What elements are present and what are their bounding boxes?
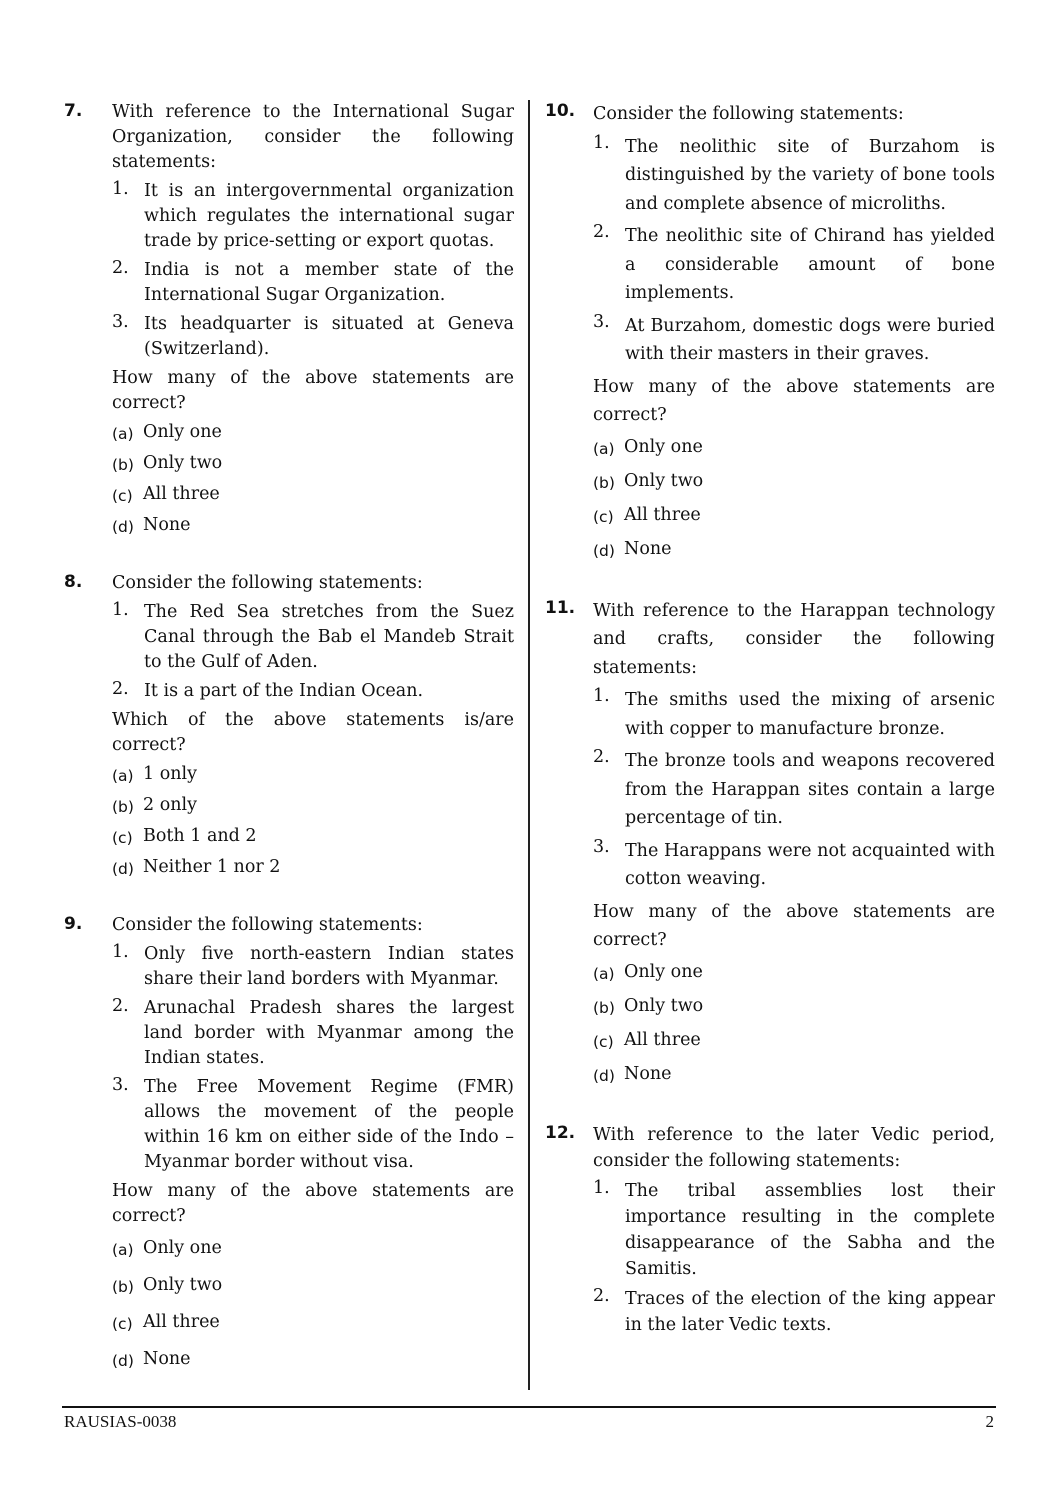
statement-text: The smiths used the mixing of arsenic with copper to manufacture bronze. (625, 690, 995, 739)
option-text: None (624, 538, 672, 559)
question-intro: With reference to the International Sugar Organization, consider the following statements: (112, 102, 514, 172)
statement-number: 1. (112, 600, 129, 620)
statement-text: Only five north-eastern Indian states share their land borders with Myanmar. (144, 944, 514, 989)
statement (112, 1075, 514, 1175)
answer-option (112, 854, 514, 882)
answer-option (112, 481, 514, 509)
statement-number: 1. (112, 942, 129, 962)
option-label: (a) (593, 439, 615, 458)
question-body (593, 100, 995, 566)
option-label: (a) (112, 425, 134, 443)
question-10 (545, 100, 995, 566)
question-12 (545, 1122, 995, 1338)
statement-text: The Harappans were not acquainted with cotton weaving. (625, 840, 995, 889)
statement-number: 2. (593, 747, 610, 767)
statement (593, 222, 995, 308)
right-column (545, 100, 995, 1338)
option-text: None (143, 1349, 191, 1369)
question-intro: Consider the following statements: (593, 104, 904, 124)
option-text: Only one (624, 961, 703, 982)
question-number: 10. (545, 101, 576, 121)
statement (593, 312, 995, 369)
statement-number: 1. (593, 686, 610, 706)
document-code: RAUSIAS-0038 (64, 1412, 177, 1431)
left-column (64, 100, 514, 1377)
question-intro: Consider the following statements: (112, 573, 423, 593)
statement (593, 747, 995, 833)
option-text: All three (624, 504, 701, 525)
statement (112, 942, 514, 992)
option-label: (c) (112, 829, 133, 847)
statement (593, 686, 995, 743)
option-label: (b) (112, 456, 134, 474)
answer-option (112, 1269, 514, 1303)
question-intro: With reference to the Harappan technology and crafts, consider the following statements: (593, 600, 995, 678)
option-label: (a) (112, 767, 134, 785)
answer-option (112, 512, 514, 540)
option-label: (d) (593, 1066, 615, 1085)
statement (112, 996, 514, 1071)
answer-option (593, 501, 995, 532)
column-divider (528, 100, 530, 1390)
statement (593, 133, 995, 219)
footer-rule (62, 1406, 996, 1408)
answer-option (112, 823, 514, 851)
question-number: 7. (64, 101, 83, 121)
question-body (593, 1122, 995, 1338)
option-label: (c) (593, 507, 614, 526)
statement (112, 179, 514, 254)
option-label: (c) (593, 1032, 614, 1051)
statement-number: 2. (112, 996, 129, 1016)
option-label: (d) (112, 518, 134, 536)
question-number: 12. (545, 1122, 576, 1143)
statement-text: The neolithic site of Burzahom is distinguished by the variety of bone tools and complete absence of microliths. (625, 136, 995, 214)
statement (112, 600, 514, 675)
statement (593, 1286, 995, 1338)
statement (593, 837, 995, 894)
question-intro: With reference to the later Vedic period, consider the following statements: (593, 1124, 995, 1171)
question-number: 8. (64, 572, 83, 592)
option-text: Only one (143, 1238, 222, 1258)
option-text: All three (624, 1029, 701, 1050)
question-number: 9. (64, 914, 83, 934)
answer-option (593, 433, 995, 464)
option-text: None (143, 515, 191, 535)
statement-text: It is an intergovernmental organization which regulates the international sugar trade by price-setting or export quotas. (144, 181, 514, 251)
question-body (112, 100, 514, 540)
option-label: (b) (593, 998, 615, 1017)
question-prompt: Which of the above statements is/are correct? (112, 710, 514, 755)
question-11 (545, 597, 995, 1091)
question-prompt: How many of the above statements are correct? (593, 901, 995, 950)
option-text: 1 only (143, 764, 197, 784)
answer-option (593, 535, 995, 566)
option-label: (b) (112, 798, 134, 816)
question-9 (64, 913, 514, 1377)
statement-number: 2. (593, 222, 610, 242)
statement-number: 3. (112, 1075, 129, 1095)
option-text: Neither 1 nor 2 (143, 857, 281, 877)
option-label: (c) (112, 1315, 133, 1333)
question-prompt: How many of the above statements are correct? (112, 368, 514, 413)
option-text: None (624, 1063, 672, 1084)
statement-text: At Burzahom, domestic dogs were buried with their masters in their graves. (625, 315, 995, 364)
answer-option (112, 419, 514, 447)
option-label: (d) (593, 541, 615, 560)
statement (112, 258, 514, 308)
answer-option (593, 992, 995, 1023)
answer-option (112, 792, 514, 820)
statement-text: India is not a member state of the International Sugar Organization. (144, 260, 514, 305)
question-prompt: How many of the above statements are correct? (593, 376, 995, 425)
question-7 (64, 100, 514, 540)
question-intro: Consider the following statements: (112, 915, 423, 935)
option-text: Only one (624, 436, 703, 457)
question-body (112, 571, 514, 882)
statement-text: The tribal assemblies lost their importance resulting in the complete disappearance of the Sabha and the Samitis. (625, 1180, 995, 1279)
statement-text: The Free Movement Regime (FMR) allows the movement of the people within 16 km on either side of the Indo – Myanmar border without visa. (144, 1077, 514, 1172)
answer-option (593, 958, 995, 989)
statement-text: Arunachal Pradesh shares the largest land border with Myanmar among the Indian states. (144, 998, 514, 1068)
answer-option (112, 1306, 514, 1340)
option-text: Only two (624, 995, 704, 1016)
question-prompt: How many of the above statements are correct? (112, 1181, 514, 1226)
question-number: 11. (545, 597, 576, 618)
statement-number: 1. (593, 1177, 610, 1198)
answer-option (593, 1026, 995, 1057)
answer-option (112, 761, 514, 789)
option-text: Only two (143, 453, 223, 473)
option-label: (b) (593, 473, 615, 492)
option-text: Both 1 and 2 (143, 826, 257, 846)
option-label: (a) (112, 1241, 134, 1259)
option-text: Only two (624, 470, 704, 491)
statement-text: The bronze tools and weapons recovered from the Harappan sites contain a large percentage of tin. (625, 751, 995, 828)
answer-option (593, 467, 995, 498)
option-label: (d) (112, 1352, 134, 1370)
question-body (593, 597, 995, 1091)
answer-option (112, 450, 514, 478)
option-text: All three (143, 484, 220, 504)
option-label: (d) (112, 860, 134, 878)
option-text: All three (143, 1312, 220, 1332)
statement (593, 1178, 995, 1282)
statement-number: 2. (112, 679, 129, 699)
statement-number: 2. (593, 1285, 610, 1306)
statement-number: 1. (112, 179, 129, 199)
question-8 (64, 571, 514, 882)
option-text: Only two (143, 1275, 223, 1295)
answer-option (593, 1060, 995, 1091)
statement-number: 3. (593, 311, 610, 332)
option-label: (b) (112, 1278, 134, 1296)
statement-text: It is a part of the Indian Ocean. (144, 681, 424, 701)
option-label: (c) (112, 487, 133, 505)
statement-number: 2. (112, 258, 129, 278)
statement-text: Traces of the election of the king appear in the later Vedic texts. (625, 1288, 995, 1335)
statement-number: 3. (593, 836, 610, 857)
statement (112, 312, 514, 362)
page-number: 2 (985, 1412, 994, 1431)
option-text: Only one (143, 422, 222, 442)
answer-option (112, 1232, 514, 1266)
statement-text: The Red Sea stretches from the Suez Canal through the Bab el Mandeb Strait to the Gulf of Aden. (144, 602, 514, 672)
statement (112, 679, 514, 704)
option-label: (a) (593, 964, 615, 983)
statement-text: Its headquarter is situated at Geneva (Switzerland). (144, 314, 514, 359)
statement-number: 1. (593, 132, 610, 153)
option-text: 2 only (143, 795, 197, 815)
answer-option (112, 1343, 514, 1377)
statement-text: The neolithic site of Chirand has yielded a considerable amount of bone implements. (625, 226, 995, 303)
question-body (112, 913, 514, 1377)
statement-number: 3. (112, 312, 129, 332)
